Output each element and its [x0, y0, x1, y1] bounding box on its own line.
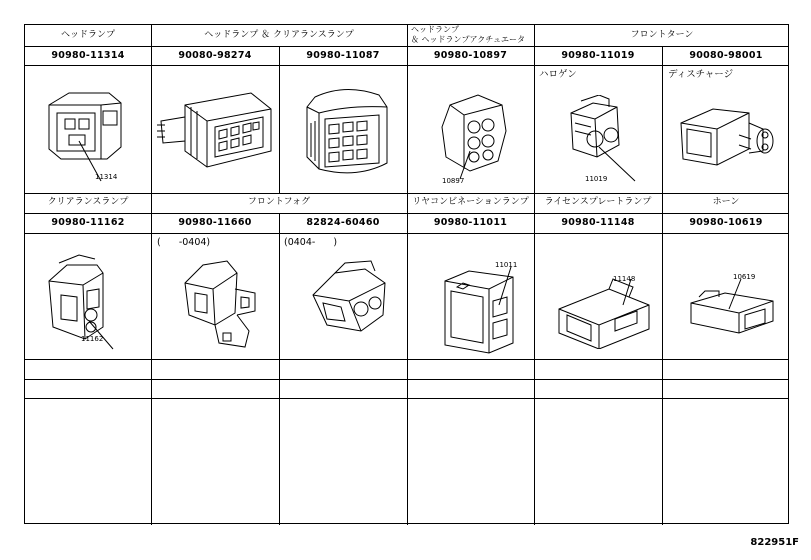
category-clearance: クリアランスランプ [47, 197, 129, 207]
category-horn: ホーン [712, 197, 740, 207]
category-headlamp-actuator-line1: ヘッドランプ [411, 25, 459, 34]
part-number: 90980-11087 [306, 50, 380, 61]
callout-label: 11019 [585, 175, 608, 183]
connector-drawing [297, 83, 393, 183]
part-number: 90980-11019 [561, 50, 635, 61]
callout-label: 11162 [81, 335, 104, 343]
category-front-fog: フロントフォグ [247, 197, 311, 207]
category-license-plate: ライセンスプレートランプ [544, 197, 652, 207]
callout-label: 10897 [442, 177, 465, 185]
note-date-range: (0404- ) [284, 237, 338, 248]
part-number: 90980-11660 [178, 217, 252, 228]
part-number: 90080-98274 [178, 50, 252, 61]
category-headlamp: ヘッドランプ [60, 30, 115, 40]
col-divider [407, 25, 408, 525]
category-headlamp-clearance: ヘッドランプ ＆ クリアランスランプ [204, 30, 354, 40]
part-number: 90980-11314 [51, 50, 125, 61]
part-number: 90080-98001 [689, 50, 763, 61]
connector-drawing [565, 95, 655, 185]
connector-drawing [430, 91, 520, 187]
category-rear-combination: リヤコンビネーションランプ [412, 197, 529, 207]
note-halogen: ハロゲン [539, 69, 577, 80]
connector-drawing [175, 253, 275, 349]
callout-label: 11314 [95, 173, 118, 181]
connector-drawing [553, 259, 653, 349]
col-divider [151, 25, 152, 525]
col-divider [662, 193, 663, 525]
col-divider [662, 46, 663, 193]
connector-drawing [305, 257, 401, 347]
connector-table [24, 24, 789, 524]
connector-drawing [39, 85, 139, 185]
col-divider [534, 25, 535, 525]
part-number: 90980-10897 [433, 50, 508, 61]
part-number: 90980-10619 [689, 217, 763, 228]
connector-drawing [675, 95, 785, 185]
category-headlamp-actuator-line2: ＆ ヘッドランプアクチュエータ [411, 35, 526, 44]
figure-code: 822951F [750, 537, 799, 548]
note-discharge: ディスチャージ [668, 69, 734, 80]
category-front-turn: フロントターン [630, 30, 694, 40]
connector-drawing [155, 87, 275, 177]
callout-label: 10619 [733, 273, 756, 281]
callout-label: 11148 [613, 275, 636, 283]
part-number: 90980-11162 [51, 217, 125, 228]
col-divider [279, 213, 280, 525]
callout-label: 11011 [495, 261, 518, 269]
note-date-range: ( -0404) [157, 237, 211, 248]
part-number: 90980-11148 [561, 217, 635, 228]
col-divider [279, 46, 280, 193]
part-number: 82824-60460 [306, 217, 380, 228]
connector-drawing [433, 247, 523, 357]
connector-drawing [685, 261, 785, 341]
part-number: 90980-11011 [433, 217, 508, 228]
connector-drawing [39, 251, 139, 351]
